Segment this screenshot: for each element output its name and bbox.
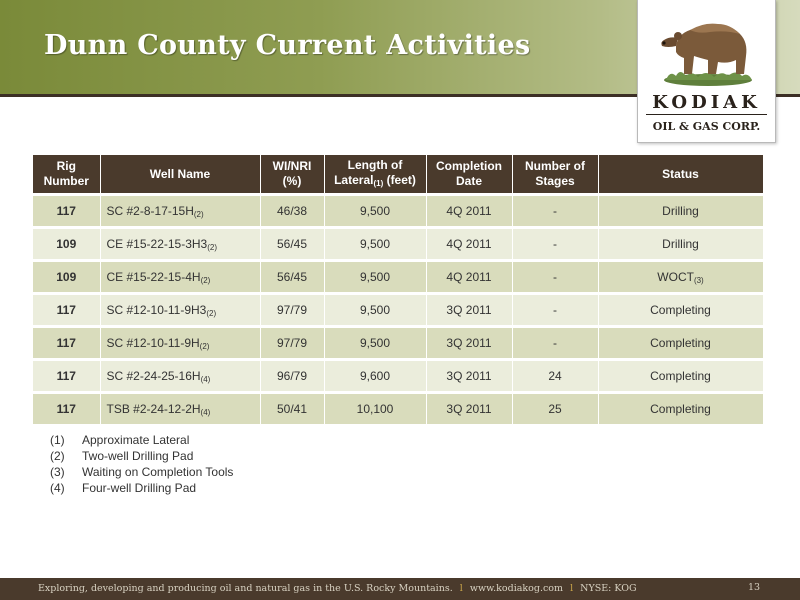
cell-stages: - [512,228,598,261]
company-logo [637,0,776,143]
cell-well-name: SC $\#12-10-11-9H3_{(2)}$ [100,294,260,327]
cell-length: 9,500 [324,261,426,294]
cell-well-name: SC $\#2-8-17-15H_{(2)}$ [100,195,260,228]
cell-length: 10,100 [324,393,426,425]
footer-separator: l [459,583,463,594]
cell-wi-nri: 97/79 [260,294,324,327]
cell-rig: 117 [33,327,100,360]
cell-rig: 109 [33,228,100,261]
page-number: 13 [748,582,761,593]
table-row [33,195,763,228]
cell-wi-nri: 97/79 [260,327,324,360]
cell-stages: - [512,195,598,228]
col-header-status: Status [598,155,763,195]
col-header-stages: Number of Stages [512,155,598,195]
footer-bar [0,578,800,600]
cell-wi-nri: 56/45 [260,261,324,294]
footnote: (2) Two-well Drilling Pad [50,449,194,463]
footnotes [50,432,233,496]
table-row [33,360,763,393]
cell-well-name: SC $\#12-10-11-9H_{(2)}$ [100,327,260,360]
footer-tagline: Exploring, developing and producing oil and natural gas in the U.S. Rocky Mountains. [38,583,453,594]
cell-rig: 117 [33,195,100,228]
cell-status: Completing [598,327,763,360]
cell-well-name: CE $\#15-22-15-4H_{(2)}$ [100,261,260,294]
cell-length: 9,500 [324,228,426,261]
col-header-well: Well Name [100,155,260,195]
cell-well-name: SC $\#2-24-25-16H_{(4)}$ [100,360,260,393]
cell-status: Completing [598,360,763,393]
footer-ticker: NYSE: KOG [580,583,637,594]
footer-separator: l [570,583,574,594]
cell-length: 9,500 [324,327,426,360]
cell-rig: 109 [33,261,100,294]
cell-rig: 117 [33,393,100,425]
cell-completion-date: 3Q 2011 [426,393,512,425]
table-row [33,327,763,360]
cell-well-name: CE $\#15-22-15-3H3_{(2)}$ [100,228,260,261]
table-row [33,228,763,261]
cell-length: 9,500 [324,195,426,228]
col-header-rig: Rig Number [33,155,100,195]
cell-wi-nri: 46/38 [260,195,324,228]
cell-completion-date: 4Q 2011 [426,261,512,294]
cell-stages: - [512,294,598,327]
footer-website-link[interactable]: www.kodiakog.com [469,583,564,594]
cell-stages: - [512,261,598,294]
cell-status: Drilling [598,228,763,261]
cell-status: Completing [598,294,763,327]
col-header-completion: Completion Date [426,155,512,195]
cell-rig: 117 [33,360,100,393]
cell-completion-date: 3Q 2011 [426,327,512,360]
logo-wordmark: KODIAK [652,92,761,113]
cell-length: 9,500 [324,294,426,327]
cell-status: Completing [598,393,763,425]
cell-stages: 25 [512,393,598,425]
cell-wi-nri: 50/41 [260,393,324,425]
wells-table [33,155,764,424]
footnote: (1) Approximate Lateral [50,433,190,447]
logo-divider [646,114,767,115]
bear-icon [656,12,756,90]
slide-title: Dunn County Current Activities [44,30,531,61]
cell-wi-nri: 56/45 [260,228,324,261]
cell-wi-nri: 96/79 [260,360,324,393]
cell-completion-date: 3Q 2011 [426,294,512,327]
footer-text [38,583,637,594]
cell-length: 9,600 [324,360,426,393]
footnote: (3) Waiting on Completion Tools [50,465,234,479]
table-header-row [33,155,763,195]
cell-completion-date: 4Q 2011 [426,195,512,228]
cell-completion-date: 3Q 2011 [426,360,512,393]
cell-stages: - [512,327,598,360]
cell-status: $WOCT_{(3)}$ [598,261,763,294]
table-row [33,294,763,327]
cell-well-name: TSB $\#2-24-12-2H_{(4)}$ [100,393,260,425]
col-header-wi: WI/NRI (%) [260,155,324,195]
cell-stages: 24 [512,360,598,393]
logo-subtitle: OIL & GAS CORP. [652,120,761,133]
col-header-length: Length of Lateral$_{(1)}$ (feet) [324,155,426,195]
cell-completion-date: 4Q 2011 [426,228,512,261]
table-row [33,261,763,294]
footnote: (4) Four-well Drilling Pad [50,481,197,495]
cell-rig: 117 [33,294,100,327]
cell-status: Drilling [598,195,763,228]
table-row [33,393,763,425]
